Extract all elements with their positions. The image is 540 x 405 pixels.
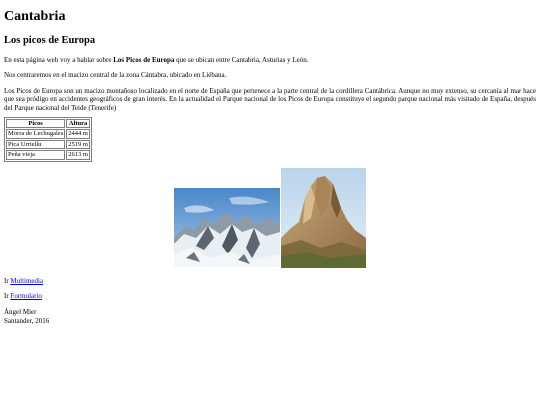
image-gallery — [4, 168, 536, 269]
peak-height-cell: 2613 m — [68, 151, 88, 159]
peaks-table — [4, 117, 92, 162]
footer-signature — [4, 308, 536, 325]
table-header-row — [6, 119, 90, 128]
formulario-link-line — [4, 292, 536, 300]
peak-height-cell: 2519 m — [68, 140, 88, 148]
peak-height-cell: 2444 m — [68, 130, 88, 138]
formulario-link[interactable]: Formulario — [10, 292, 42, 301]
link-prefix: Ir — [4, 276, 11, 285]
snowy-mountain-range-photo — [174, 188, 280, 267]
place-year: Santander, 2016 — [4, 316, 50, 325]
link-prefix: Ir — [4, 292, 11, 301]
table-row — [6, 150, 90, 159]
focus-paragraph: Nos centraremos en el macizo central de la zona Cántabra, ubicado en Liébana. — [4, 71, 227, 80]
column-header-picos: Picos — [6, 119, 65, 128]
column-header-altura: Altura — [66, 119, 90, 128]
multimedia-link-line — [4, 277, 536, 285]
peak-name-cell: Morra de Lechugales — [8, 130, 64, 138]
table-row — [6, 140, 90, 149]
intro-text-after: que se ubican entre Cantabria, Asturias y León. — [174, 56, 309, 64]
description-paragraph: Los Picos de Europa son un macizo montañoso localizado en el norte de España que pertenece a la parte central de la cordillera Cantábrica. Aunque no muy extenso, su cercanía al mar hace que sea pródigo en accidentes geográficos de gran interés. En la actualidad el Parque nacional de los Picos de Europa constituye el segundo parque nacional más visitado de España, después del Parque nacional del Teide (Tenerife) — [4, 86, 536, 112]
intro-paragraph — [4, 56, 536, 64]
multimedia-link[interactable]: Multimedia — [10, 276, 44, 285]
page-title: Cantabria — [4, 9, 66, 24]
page-subtitle: Los picos de Europa — [4, 35, 96, 46]
author-name: Ángel Mier — [4, 308, 37, 317]
intro-text-before: En esta página web voy a hablar sobre — [4, 56, 114, 64]
table-row — [6, 129, 90, 138]
page-content — [4, 0, 536, 325]
rocky-peak-photo — [281, 168, 366, 268]
intro-bold-text: Los Picos de Europa — [113, 56, 175, 64]
peak-name-cell: Pica Urriellu — [6, 140, 65, 149]
peak-name-cell: Peña vieja — [6, 150, 65, 159]
